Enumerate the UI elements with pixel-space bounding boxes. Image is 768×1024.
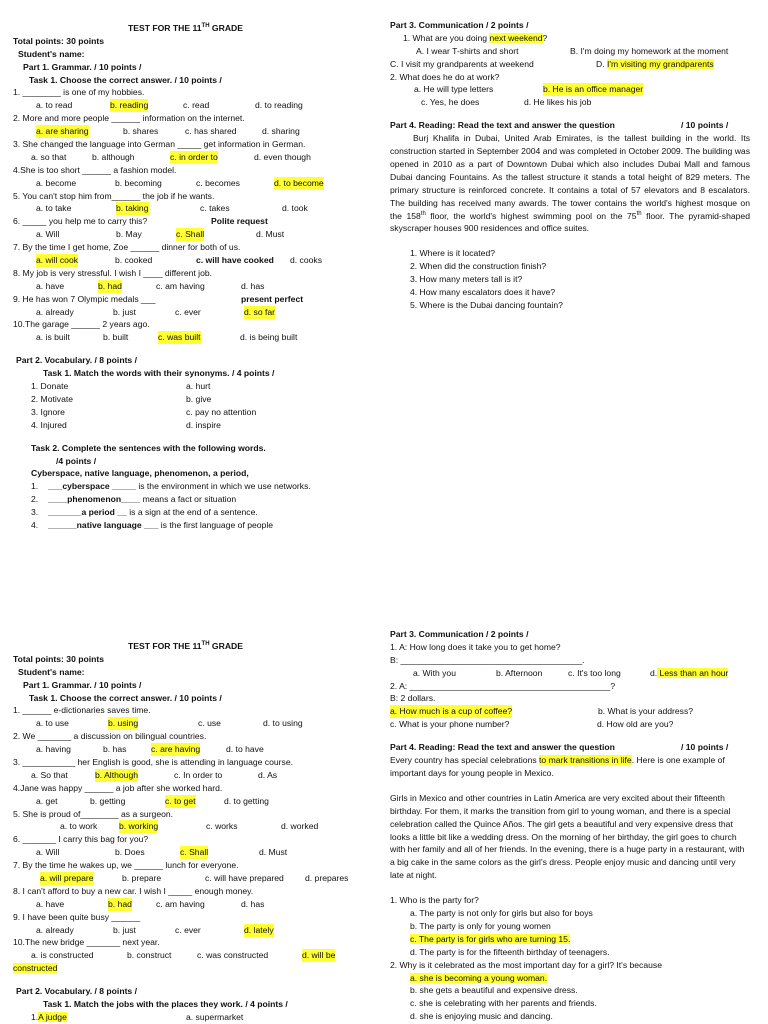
options-9: a. already b. just c. ever d. lately xyxy=(36,924,274,935)
test-title: TEST FOR THE 11TH GRADE xyxy=(128,23,243,33)
reading-question-3: 3. How many meters tall is it? xyxy=(410,274,523,285)
options-3: a. so that b. although c. in order to d. even though xyxy=(31,151,311,162)
question-5: 5. She is proud of________ as a surgeon. xyxy=(13,808,174,819)
reading-question-4: 4. How many escalators does it have? xyxy=(410,287,556,298)
reading-q2-option-b: b. she gets a beautiful and expensive dress. xyxy=(410,985,578,996)
p2-task2-heading: Task 2. Complete the sentences with the following words. xyxy=(31,442,266,453)
question-3: 3. ___________ her English is good, she is attending in language course. xyxy=(13,757,293,768)
options-3: a. So that b. Although c. In order to d. As xyxy=(31,769,278,780)
p2-task1-heading: Task 1. Match the jobs with the places they work. / 4 points / xyxy=(43,999,288,1010)
reading-q1-option-d: d. The party is for the fifteenth birthday of teenagers. xyxy=(410,946,610,957)
question-2: 2. We _______ a discussion on bilingual countries. xyxy=(13,731,207,742)
question-9: 9. He has won 7 Olympic medals ___ present perfect xyxy=(13,293,304,304)
part4-heading: Part 4. Reading: Read the text and answer the question / 10 points / xyxy=(390,742,729,753)
part2-heading: Part 2. Vocabulary. / 8 points / xyxy=(16,355,137,366)
question-10: 10.The garage ______ 2 years ago. xyxy=(13,319,150,330)
question-7: 7. By the time he wakes up, we ______ lunch for everyone. xyxy=(13,860,239,871)
match-row-2: 2. Motivate b. give xyxy=(31,393,212,404)
comm-answer-line-1: B: ______________________________________. xyxy=(390,654,585,665)
options-4: a. become b. becoming c. becomes d. to become xyxy=(36,177,324,188)
part3-heading: Part 3. Communication / 2 points / xyxy=(390,629,529,639)
reading-q2-option-a: a. she is becoming a young woman. xyxy=(410,972,548,983)
reading-question-5: 5. Where is the Dubai dancing fountain? xyxy=(410,299,563,310)
comm-options-1a: A. I wear T-shirts and short B. I'm doing my homework at the moment xyxy=(416,45,729,56)
comm-options-2b: c. What is your phone number? d. How old are you? xyxy=(390,719,674,730)
fill-row-4: 4. ______native language ___ is the first language of people xyxy=(31,519,274,530)
reading-q1-option-a: a. The party is not only for girls but also for boys xyxy=(410,908,593,919)
fill-row-2: 2. ____phenomenon____ means a fact or situation xyxy=(31,494,237,505)
options-10-continued: constructed xyxy=(13,963,58,974)
reading-passage: Burj Khalifa in Dubai, United Arab Emirates, is the tallest building in the world. Its construction started in September 2004 and was completed in October 2009. The building was opened in 2010 as a part of Downtown Dubai which also includes Dubai Mall and famous Dubai dancing Fountains. As the tallest structure it stands a total height of 829 meters. The primary structure is reinforced concrete. It contains a total of 57 elevators and 8 escalators. The building has received many awards. The tower contains the world's highest mosque on the 158th floor, the world's highest swimming pool on the 75th floor. The pyramid-shaped skyscraper houses 900 residences and office suites. xyxy=(390,133,750,234)
comm-options-2b: c. Yes, he does d. He likes his job xyxy=(421,97,592,108)
question-4: 4.She is too short ______ a fashion model. xyxy=(13,164,177,175)
p2-task1-heading: Task 1. Match the words with their synonyms. / 4 points / xyxy=(43,368,275,379)
part4-heading: Part 4. Reading: Read the text and answer the question / 10 points / xyxy=(390,120,729,131)
options-7: a. will prepare b. prepare c. will have prepared d. prepares xyxy=(40,873,349,884)
options-8: a. have b. had c. am having d. has xyxy=(36,280,265,291)
question-8: 8. My job is very stressful. I wish I ____ different job. xyxy=(13,267,213,278)
total-points: Total points: 30 points xyxy=(13,653,105,664)
student-name: Student's name: xyxy=(18,666,85,677)
reading-question-2: 2. When did the construction finish? xyxy=(410,261,547,272)
question-6: 6. _____ you help me to carry this? Polite request xyxy=(13,216,268,227)
reading-passage: Girls in Mexico and other countries in Latin America are very excited about their fifteenth birthday. For them, it marks the transition from girl to young woman, and there is a special celebration called the Quince Años. The girl gets a beautiful and very expensive dress that looks a little bit like a wedding dress. On the morning of her birthday, the girl goes to church with her family and all of her friends. In the evening, there is a huge party in a restaurant, with a big cake in the same colors as the girl's dress. People enjoy music and dancing until very late at night. xyxy=(390,792,745,881)
reading-q1-option-b: b. The party is only for young women xyxy=(410,920,551,931)
reading-intro: Every country has special celebrations to mark transitions in life. Here is one example of important days for young people in Mexico. xyxy=(390,755,725,778)
options-1: a. to read b. reading c. read d. to reading xyxy=(36,100,303,111)
options-8: a. have b. had c. am having d. has xyxy=(36,898,265,909)
question-1: 1. ______ e-dictionaries saves time. xyxy=(13,705,151,716)
comm-question-2: 2. A: __________________________________________? xyxy=(390,680,616,691)
part3-heading: Part 3. Communication / 2 points / xyxy=(390,20,529,30)
question-6: 6. _______ I carry this bag for you? xyxy=(13,834,149,845)
question-7: 7. By the time I get home, Zoe ______ dinner for both of us. xyxy=(13,242,241,253)
reading-q2-option-d: d. she is enjoying music and dancing. xyxy=(410,1011,553,1022)
p2-task2-points: /4 points / xyxy=(56,455,97,466)
part1-heading: Part 1. Grammar. / 10 points / xyxy=(23,679,142,690)
options-10: a. is constructed b. construct c. was constructed d. will be xyxy=(31,950,336,961)
fill-row-1: 1. ___cyberspace _____ is the environment in which we use networks. xyxy=(31,481,311,492)
options-5: a. to work b. working c. works d. worked xyxy=(60,821,319,832)
reading-question-1: 1. Who is the party for? xyxy=(390,895,479,906)
reading-question-2: 2. Why is it celebrated as the most important day for a girl? It's because xyxy=(390,959,662,970)
options-2: a. having b. has c. are having d. to have xyxy=(36,744,264,755)
test2-grammar-vocab-column xyxy=(13,640,358,1024)
test2-communication-reading-column xyxy=(390,628,750,1023)
question-3: 3. She changed the language into German _____ get information in German. xyxy=(13,139,306,150)
comm-question-1: 1. A: How long does it take you to get home? xyxy=(390,641,561,652)
comm-question-2: 2. What does he do at work? xyxy=(390,71,500,82)
test1-communication-reading-column xyxy=(390,19,750,312)
question-10: 10.The new bridge _______ next year. xyxy=(13,937,160,948)
options-10: a. is built b. built c. was built d. is being built xyxy=(36,332,298,343)
comm-options-2a: a. How much is a cup of coffee? b. What is your address? xyxy=(390,706,694,717)
options-5: a. to take b. taking c. takes d. took xyxy=(36,203,308,214)
question-9: 9. I have been quite busy ______ xyxy=(13,911,141,922)
options-2: a. are sharing b. shares c. has shared d. sharing xyxy=(36,126,300,137)
question-4: 4.Jane was happy ______ a job after she worked hard. xyxy=(13,782,223,793)
options-9: a. already b. just c. ever d. so far xyxy=(36,306,276,317)
comm-answer-line-2: B: 2 dollars. xyxy=(390,693,436,704)
comm-options-1b: C. I visit my grandparents at weekend D. I'm visiting my grandparents xyxy=(390,58,714,69)
question-1: 1. ________ is one of my hobbies. xyxy=(13,87,145,98)
comm-question-1: 1. What are you doing next weekend? xyxy=(403,32,548,43)
part1-heading: Part 1. Grammar. / 10 points / xyxy=(23,61,142,72)
reading-q2-option-c: c. she is celebrating with her parents and friends. xyxy=(410,998,597,1009)
total-points: Total points: 30 points xyxy=(13,35,105,46)
part2-heading: Part 2. Vocabulary. / 8 points / xyxy=(16,986,137,997)
task1-heading: Task 1. Choose the correct answer. / 10 points / xyxy=(29,692,222,703)
test1-grammar-vocab-column xyxy=(13,22,358,532)
match-row-3: 3. Ignore c. pay no attention xyxy=(31,406,257,417)
comm-options-1: a. With you b. Afternoon c. It's too long d. Less than an hour xyxy=(413,667,729,678)
options-6: a. Will b. Does c. Shall d. Must xyxy=(36,847,288,858)
options-4: a. get b. getting c. to get d. to getting xyxy=(36,795,269,806)
test-title: TEST FOR THE 11TH GRADE xyxy=(128,641,243,651)
task1-heading: Task 1. Choose the correct answer. / 10 points / xyxy=(29,74,222,85)
student-name: Student's name: xyxy=(18,48,85,59)
question-8: 8. I can't afford to buy a new car. I wish I _____ enough money. xyxy=(13,885,254,896)
reading-q1-option-c: c. The party is for girls who are turning 15. xyxy=(410,933,571,944)
options-7: a. will cook b. cooked c. will have cooked d. cooks xyxy=(36,255,323,266)
match-row-1: 1. Donate a. hurt xyxy=(31,381,211,392)
options-1: a. to use b. using c. use d. to using xyxy=(36,718,303,729)
reading-question-1: 1. Where is it located? xyxy=(410,248,496,259)
match-row-4: 4. Injured d. inspire xyxy=(31,419,221,430)
question-5: 5. You can't stop him from______ the job if he wants. xyxy=(13,190,215,201)
options-6: a. Will b. May c. Shall d. Must xyxy=(36,229,285,240)
word-bank: Cyberspace, native language, phenomenon, a period, xyxy=(31,468,249,479)
comm-options-2a: a. He will type letters b. He is an office manager xyxy=(414,84,644,95)
question-2: 2. More and more people ______ information on the internet. xyxy=(13,113,245,124)
match-row-1: 1.A judge a. supermarket xyxy=(31,1011,244,1022)
fill-row-3: 3. _______a period __ is a sign at the end of a sentence. xyxy=(31,507,258,518)
